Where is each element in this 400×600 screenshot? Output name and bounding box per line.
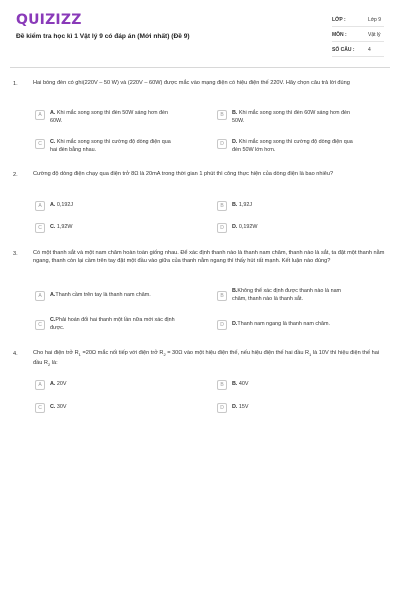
option-text: D. Khi mắc song song thì cường độ dòng điện qua đèn 50W lớn hơn. (232, 139, 353, 153)
option-text: B. 40V (232, 381, 249, 387)
meta-divider (332, 56, 384, 57)
option-text: B.Không thể xác định được thanh nào là nam châm, thanh nào là thanh sắt. (232, 288, 342, 302)
option-letter-box: A (35, 380, 45, 390)
option-text: C. 1,92W (50, 224, 73, 230)
quizizz-logo: QUIZIZZ (16, 12, 82, 28)
option-text: A. 20V (50, 381, 67, 387)
question-text: Cho hai điện trở $R_1 =20\Omega$ mắc nối tiếp với điện trở $R_2 = 30\Omega$ vào một hiệu điện thế, nếu hiệu điện thế hai đầu $R_1$ là 10V thì hiệu điện thế hai đầu $R_2$ là: (33, 350, 380, 368)
option-text: A. Khi mắc song song thì đèn 50W sáng hơn đèn 60W. (50, 110, 169, 124)
option-d[interactable] (217, 403, 357, 413)
option-b[interactable] (217, 380, 357, 390)
option-d[interactable] (217, 139, 357, 154)
question-number: 1. (13, 81, 18, 87)
option-letter-box: A (35, 291, 45, 301)
meta-class-label: LỚP : (332, 17, 346, 23)
option-letter-box: D (217, 223, 227, 233)
meta-count-value: 4 (368, 47, 371, 53)
option-c[interactable] (35, 403, 175, 413)
header-divider (10, 67, 390, 68)
option-a[interactable] (35, 110, 175, 125)
meta-divider (332, 26, 384, 27)
option-letter-box: D (217, 320, 227, 330)
question-number: 4. (13, 351, 18, 357)
option-d[interactable] (217, 223, 357, 233)
option-a[interactable] (35, 201, 175, 211)
option-letter-box: C (35, 223, 45, 233)
question-text: Có một thanh sắt và một nam châm hoàn toàn giống nhau. Để xác định thanh nào là thanh nam châm, thanh nào là sắt, ta đặt một thanh nằm ngang, thanh còn lại cầm trên tay đặt một đầu vào giữa của thanh nằm ngang thì thấy hút rất mạnh. Kết luận nào đúng? (33, 250, 385, 265)
option-text: A.Thanh cầm trên tay là thanh nam châm. (50, 292, 151, 298)
option-text: D.Thanh nam ngang là thanh nam châm. (232, 321, 331, 327)
option-a[interactable] (35, 380, 175, 390)
option-letter-box: A (35, 110, 45, 120)
option-text: D. 15V (232, 404, 249, 410)
option-text: A. 0,192J (50, 202, 74, 208)
option-letter-box: B (217, 110, 227, 120)
option-text: C. 30V (50, 404, 67, 410)
meta-class-value: Lớp 9 (368, 17, 382, 23)
option-letter-box: B (217, 291, 227, 301)
option-c[interactable] (35, 317, 175, 332)
option-letter-box: D (217, 403, 227, 413)
option-a[interactable] (35, 291, 175, 301)
option-letter-box: B (217, 201, 227, 211)
page-title: Đề kiểm tra học kì 1 Vật lý 9 có đáp án (Mới nhất) (Đề 9) (16, 33, 190, 40)
option-c[interactable] (35, 139, 175, 154)
question-number: 3. (13, 251, 18, 257)
meta-count-label: SỐ CÂU : (332, 47, 355, 53)
option-b[interactable] (217, 110, 357, 125)
option-letter-box: C (35, 403, 45, 413)
question-text: Hai bóng đèn có ghi(220V – 50 W) và (220V – 60W) được mắc vào mạng điện có hiệu điện thế 220V. Hãy chọn câu trả lời đúng (33, 80, 350, 86)
option-text: C.Phải hoán đổi hai thanh một lần nữa mới xác định được. (50, 317, 175, 331)
option-text: C. Khi mắc song song thì cường độ dòng điện qua hai đèn bằng nhau. (50, 139, 171, 153)
option-letter-box: D (217, 139, 227, 149)
option-text: D. 0,192W (232, 224, 258, 230)
option-letter-box: B (217, 380, 227, 390)
option-text: B. 1,92J (232, 202, 253, 208)
option-b[interactable] (217, 288, 357, 303)
meta-subject-value: Vật lý (368, 32, 381, 38)
option-letter-box: C (35, 320, 45, 330)
question-number: 2. (13, 172, 18, 178)
question-text: Cường độ dòng điện chạy qua điện trở 8Ω là 20mA trong thời gian 1 phút thì công thực hiện của dòng điện là bao nhiêu? (33, 171, 334, 177)
option-text: B. Khi mắc song song thì đèn 60W sáng hơn đèn 50W. (232, 110, 351, 124)
option-letter-box: A (35, 201, 45, 211)
meta-subject-label: MÔN : (332, 32, 347, 38)
option-d[interactable] (217, 320, 357, 330)
meta-divider (332, 41, 384, 42)
option-letter-box: C (35, 139, 45, 149)
option-c[interactable] (35, 223, 175, 233)
option-b[interactable] (217, 201, 357, 211)
